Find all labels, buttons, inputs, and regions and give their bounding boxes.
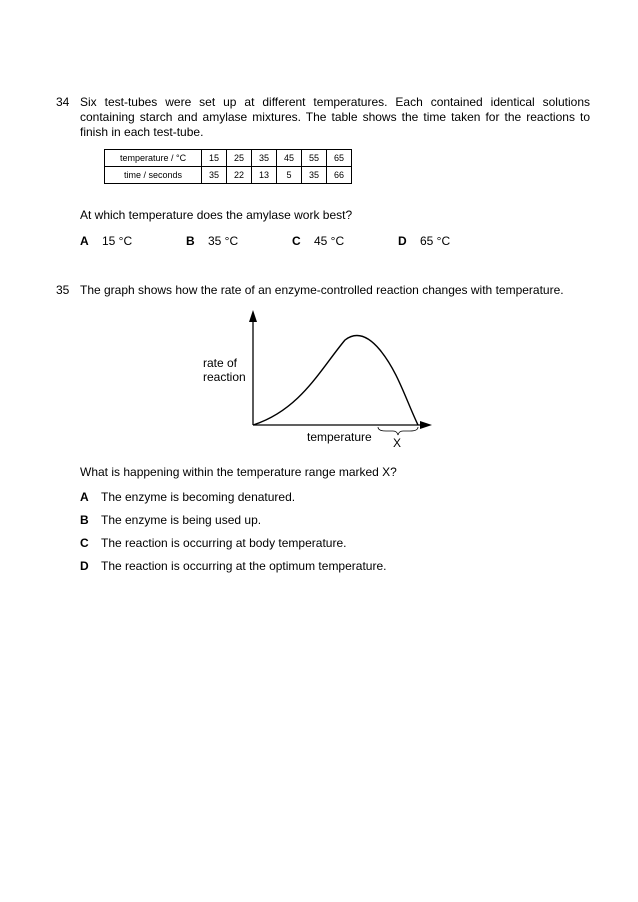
option-d-text: The reaction is occurring at the optimum temperature. (101, 559, 387, 573)
table-cell: 5 (277, 167, 302, 184)
option-c-text: 45 °C (314, 234, 345, 248)
range-brace (378, 427, 418, 435)
table-cell: 45 (277, 150, 302, 167)
option-a-letter: A (80, 490, 89, 504)
option-c-text: The reaction is occurring at body temperature. (101, 536, 347, 550)
question-34-prompt: At which temperature does the amylase work best? (80, 208, 353, 222)
option-c-letter: C (292, 234, 301, 248)
table-cell: 65 (327, 150, 352, 167)
table-cell: 55 (302, 150, 327, 167)
option-d-letter: D (80, 559, 89, 573)
question-34-text: Six test-tubes were set up at different temperatures. Each contained identical solutions containing starch and amylase mixtures. The table shows the time taken for the reactions to finish in each test-tube. (80, 95, 590, 139)
option-a-letter: A (80, 234, 89, 248)
table-cell: 15 (202, 150, 227, 167)
option-a-text: The enzyme is becoming denatured. (101, 490, 296, 504)
option-c-letter: C (80, 536, 89, 550)
table-cell: 35 (302, 167, 327, 184)
option-b-letter: B (80, 513, 89, 527)
y-axis-label-line1: rate of (203, 356, 238, 370)
option-b-text: 35 °C (208, 234, 239, 248)
rate-curve (253, 335, 418, 425)
x-axis-label: temperature (307, 430, 372, 444)
table-cell: 13 (252, 167, 277, 184)
table-cell: 22 (227, 167, 252, 184)
y-axis-arrow-icon (249, 310, 257, 322)
x-axis-arrow-icon (420, 421, 432, 429)
question-35-text: The graph shows how the rate of an enzyme-controlled reaction changes with temperature. (80, 283, 564, 297)
option-d-text: 65 °C (420, 234, 451, 248)
table-cell: 35 (202, 167, 227, 184)
table-header-time: time / seconds (105, 167, 202, 184)
table-cell: 25 (227, 150, 252, 167)
option-b-text: The enzyme is being used up. (101, 513, 262, 527)
question-35-prompt: What is happening within the temperature range marked X? (80, 465, 397, 479)
option-a-text: 15 °C (102, 234, 133, 248)
table-cell: 35 (252, 150, 277, 167)
option-d-letter: D (398, 234, 407, 248)
range-marker-x: X (393, 436, 402, 450)
table-cell: 66 (327, 167, 352, 184)
option-b-letter: B (186, 234, 195, 248)
y-axis-label-line2: reaction (203, 370, 246, 384)
question-35-number: 35 (56, 283, 70, 297)
table-header-temperature: temperature / °C (105, 150, 202, 167)
question-34-number: 34 (56, 95, 70, 109)
